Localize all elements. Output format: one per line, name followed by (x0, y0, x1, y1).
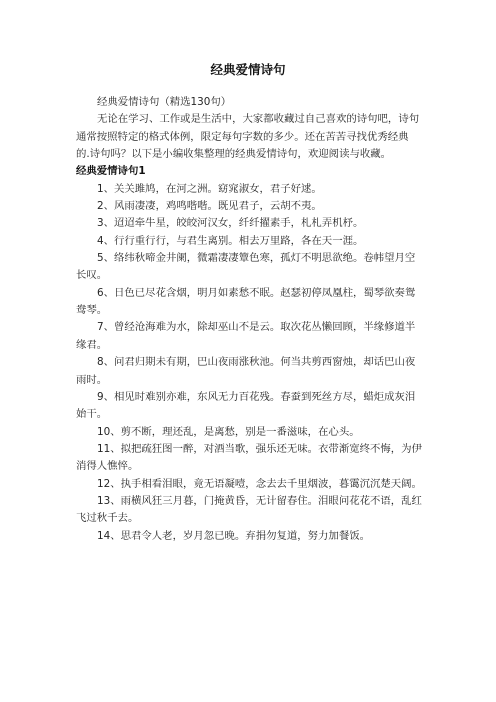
poem-line: 12、执手相看泪眼，竟无语凝噎，念去去千里烟波，暮霭沉沉楚天阔。 (97, 477, 422, 490)
document-subtitle: 经典爱情诗句（精选130句） (97, 96, 232, 108)
poem-line: 11、拟把疏狂图一醉，对酒当歌，强乐还无味。衣带渐宽终不悔，为伊消得人憔悴。 (76, 442, 422, 473)
document-title: 经典爱情诗句 (210, 62, 286, 77)
poem-line: 6、日色已尽花含烟，明月如素愁不眠。赵瑟初停凤凰柱，蜀琴欲奏鸳鸯琴。 (76, 286, 416, 317)
poem-line: 8、问君归期未有期，巴山夜雨涨秋池。何当共剪西窗烛，却话巴山夜雨时。 (76, 356, 416, 386)
poem-line: 9、相见时难别亦难，东风无力百花残。春蚕到死丝方尽，蜡炬成灰泪始干。 (76, 390, 416, 421)
poem-line: 3、迢迢牵牛星，皎皎河汉女，纤纤擢素手，札札弄机杼。 (97, 217, 364, 230)
document-body (76, 94, 422, 545)
poem-line: 5、络纬秋啼金井阑，微霜凄凄簟色寒，孤灯不明思欲绝。卷帏望月空长叹。 (76, 252, 416, 282)
poem-line: 14、思君令人老，岁月忽已晚。弃捐勿复道，努力加餐饭。 (97, 529, 370, 542)
poem-line: 1、关关雎鸠，在河之洲。窈窕淑女，君子好逑。 (97, 182, 322, 195)
poem-line: 4、行行重行行，与君生离别。相去万里路，各在天一涯。 (97, 234, 364, 247)
intro-paragraph: 无论在学习、工作或是生活中，大家都收藏过自己喜欢的诗句吧，诗句通常按照特定的格式体例，限定每句字数的多少。还在苦苦寻找优秀经典的.诗句吗？以下是小编收集整理的经典爱情诗句，欢迎阅读与收藏。 (76, 113, 420, 161)
poem-line: 2、风雨凄凄，鸡鸣喈喈。既见君子，云胡不夷。 (97, 200, 322, 213)
poem-line: 13、雨横风狂三月暮，门掩黄昏，无计留春住。泪眼问花花不语，乱红飞过秋千去。 (76, 494, 422, 525)
section-heading: 经典爱情诗句1 (76, 165, 146, 178)
poem-line: 7、曾经沧海难为水，除却巫山不是云。取次花丛懒回顾，半缘修道半缘君。 (76, 321, 416, 351)
poem-line: 10、剪不断，理还乱，是离愁，别是一番滋味，在心头。 (97, 425, 360, 438)
